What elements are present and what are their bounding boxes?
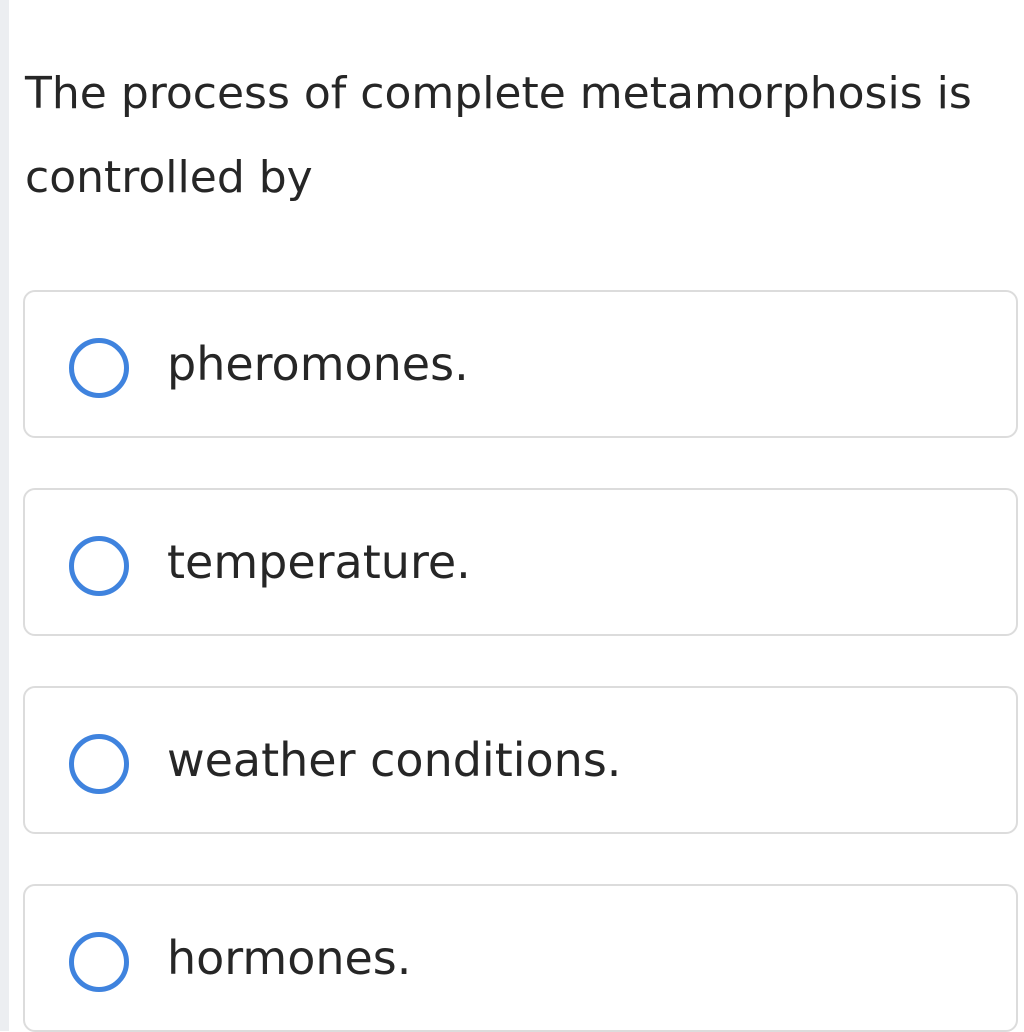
option-label: hormones. <box>167 931 412 985</box>
answer-option-pheromones[interactable] <box>23 290 1018 438</box>
option-label: pheromones. <box>167 337 469 391</box>
radio-unchecked-icon[interactable] <box>69 536 129 596</box>
answer-option-weather-conditions[interactable] <box>23 686 1018 834</box>
answer-option-temperature[interactable] <box>23 488 1018 636</box>
option-label: weather conditions. <box>167 733 622 787</box>
left-edge-strip <box>0 0 9 1031</box>
radio-unchecked-icon[interactable] <box>69 932 129 992</box>
radio-unchecked-icon[interactable] <box>69 734 129 794</box>
answer-option-hormones[interactable] <box>23 884 1018 1032</box>
radio-unchecked-icon[interactable] <box>69 338 129 398</box>
option-label: temperature. <box>167 535 471 589</box>
question-text: The process of complete metamorphosis is controlled by <box>25 68 972 203</box>
answer-options <box>23 290 1018 1032</box>
